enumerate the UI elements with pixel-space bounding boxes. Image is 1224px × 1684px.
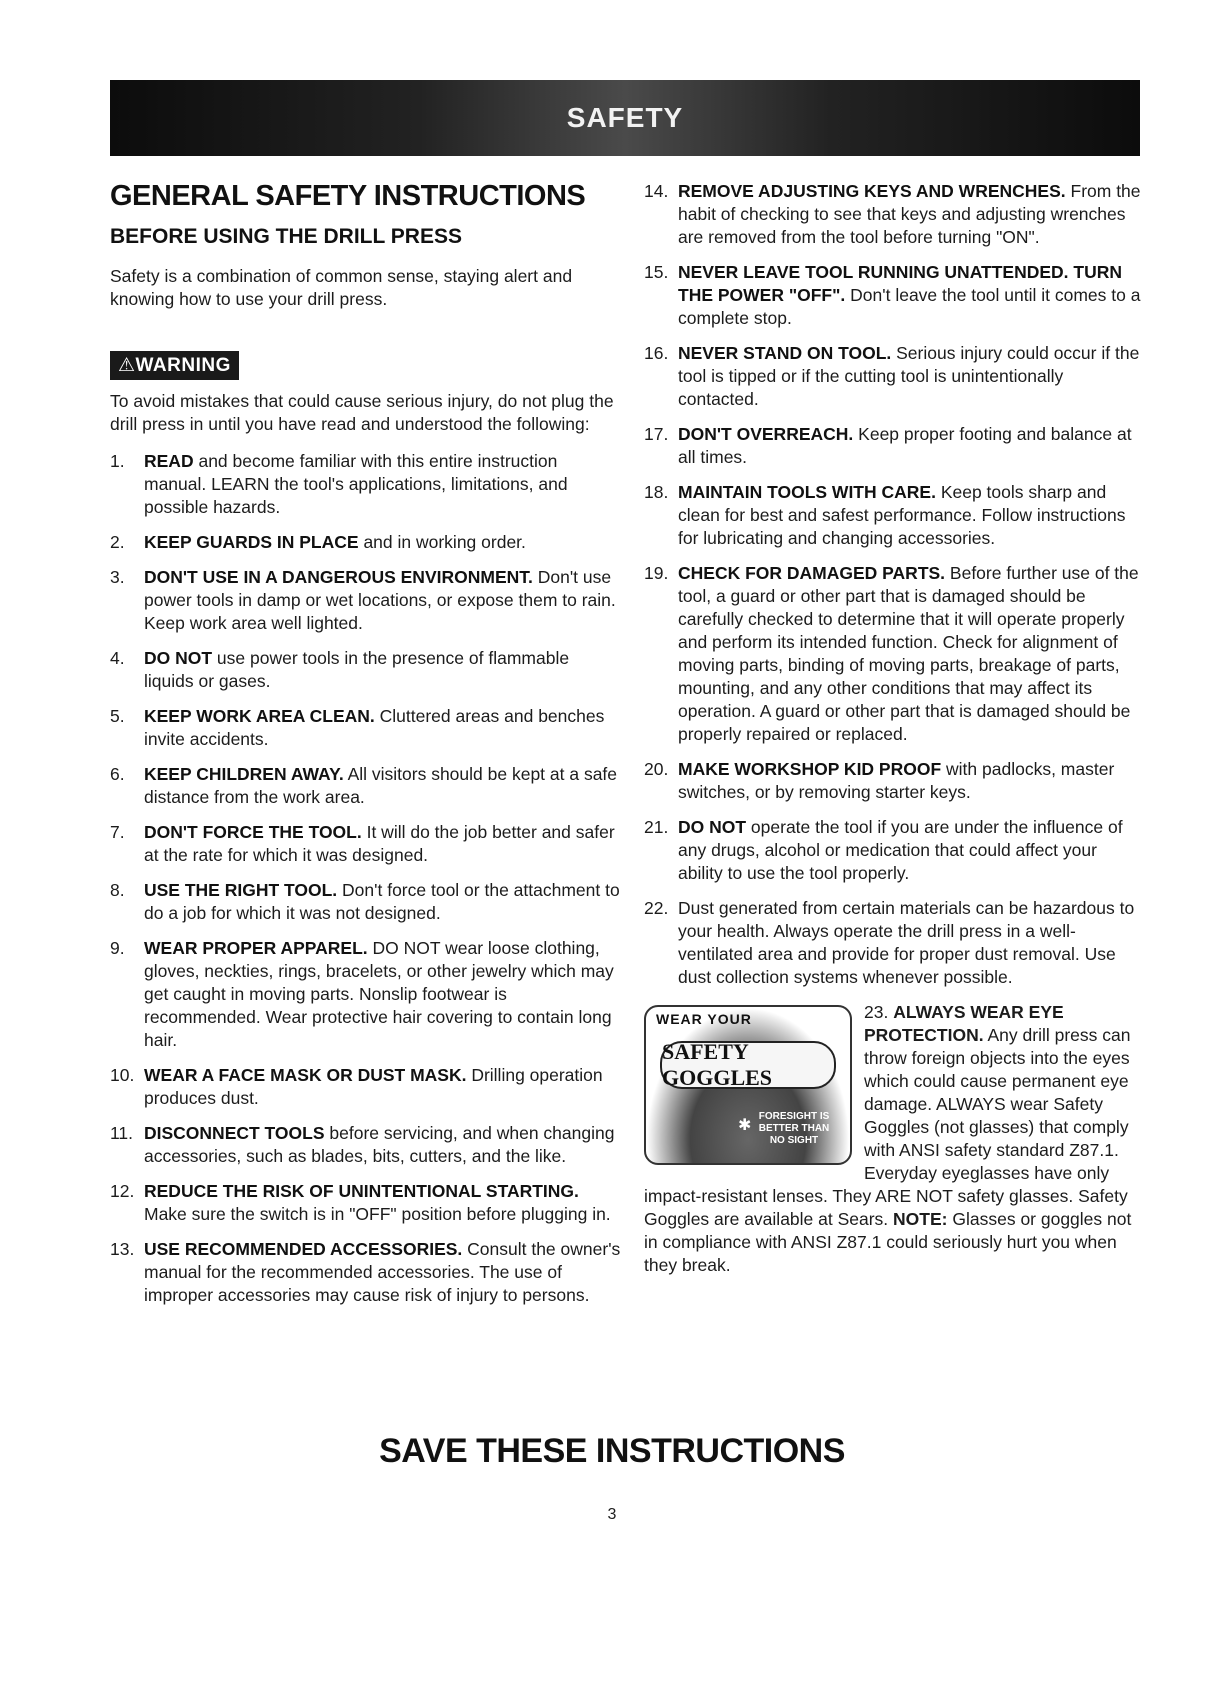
rule-title: READ xyxy=(144,451,194,471)
warning-text: To avoid mistakes that could cause serious injury, do not plug the drill press in until you have read and understood the following: xyxy=(110,391,614,434)
banner-title: SAFETY xyxy=(566,102,684,133)
rule-title: REDUCE THE RISK OF UNINTENTIONAL STARTING. xyxy=(144,1181,579,1201)
rule-number: 21. xyxy=(644,817,669,837)
rule-text: Serious injury could occur if the tool is tipped or if the cutting tool is unintentionally contacted. xyxy=(678,343,1140,409)
rule-body xyxy=(678,562,1144,746)
warning-badge: ⚠WARNING xyxy=(110,351,239,380)
rule-number: 3. xyxy=(110,567,125,587)
left-rule-list xyxy=(110,450,622,1307)
rule-title: WEAR PROPER APPAREL. xyxy=(144,938,368,958)
rule-number: 8. xyxy=(110,880,125,900)
rule-item xyxy=(644,423,1144,469)
rule-title: MAKE WORKSHOP KID PROOF xyxy=(678,759,942,779)
rule-text: Dust generated from certain materials can be hazardous to your health. Always operate the drill press in a well-ventilated area and provide for proper dust removal. Use dust collection systems whenever possible. xyxy=(678,898,1135,987)
rule-number: 18. xyxy=(644,482,669,502)
rule-title: DISCONNECT TOOLS xyxy=(144,1123,325,1143)
rule-body xyxy=(144,879,622,925)
rule-number: 17. xyxy=(644,424,669,444)
rule-body xyxy=(678,423,1144,469)
rule-title: REMOVE ADJUSTING KEYS AND WRENCHES. xyxy=(678,181,1066,201)
right-column xyxy=(644,180,1144,1277)
rule-number: 14. xyxy=(644,181,669,201)
rule-title: DO NOT xyxy=(144,648,213,668)
goggles-main-text: SAFETY GOGGLES xyxy=(660,1041,836,1089)
rule-title: CHECK FOR DAMAGED PARTS. xyxy=(678,563,946,583)
rule-number: 2. xyxy=(110,532,125,552)
rule-number: 9. xyxy=(110,938,125,958)
goggles-top-text: WEAR YOUR xyxy=(656,1011,752,1027)
rule-text: before servicing, and when changing accessories, such as blades, bits, cutters, and the like. xyxy=(144,1123,615,1166)
rule-body xyxy=(144,1064,622,1110)
rule-item xyxy=(644,261,1144,330)
rule-item xyxy=(644,481,1144,550)
rule-item xyxy=(110,1180,622,1226)
rule-text: Drilling operation produces dust. xyxy=(144,1065,603,1108)
rule-body xyxy=(144,1238,622,1307)
rule-title: KEEP GUARDS IN PLACE xyxy=(144,532,359,552)
rule-body xyxy=(144,705,622,751)
rule-item xyxy=(110,1238,622,1307)
note-text: Glasses or goggles not in compliance with ANSI Z87.1 could seriously hurt you when they break. xyxy=(644,1209,1132,1275)
rule-item xyxy=(644,816,1144,885)
rule-item xyxy=(110,937,622,1052)
safety-goggles-graphic xyxy=(644,1005,852,1165)
rule-title: USE THE RIGHT TOOL. xyxy=(144,880,338,900)
rule-item xyxy=(110,879,622,925)
item-23-body: Any drill press can throw foreign objects into the eyes which could cause permanent eye damage. ALWAYS wear Safety Goggles (not glasses) that comply with ANSI safety standard Z87.1. Everyday eyeglasses have only impact-resistant lenses. They ARE NOT safety glasses. Safety Goggles are available at Sears. xyxy=(644,1025,1131,1229)
page-number: 3 xyxy=(607,1506,617,1523)
rule-text: and in working order. xyxy=(358,532,526,552)
rule-text: with padlocks, master switches, or by removing starter keys. xyxy=(678,759,1115,802)
rule-text: use power tools in the presence of flammable liquids or gases. xyxy=(144,648,570,691)
rule-number: 12. xyxy=(110,1181,135,1201)
rule-number: 13. xyxy=(110,1239,135,1259)
rule-number: 16. xyxy=(644,343,669,363)
rule-number: 4. xyxy=(110,648,125,668)
rule-text: DO NOT wear loose clothing, gloves, neckties, rings, bracelets, or other jewelry which may get caught in moving parts. Nonslip footwear is recommended. Wear protective hair covering to contain long hair. xyxy=(144,938,614,1050)
note-label: NOTE: xyxy=(893,1209,948,1229)
page-heading: GENERAL SAFETY INSTRUCTIONS xyxy=(110,180,586,212)
rule-title: WEAR A FACE MASK OR DUST MASK. xyxy=(144,1065,467,1085)
rule-body xyxy=(144,821,622,867)
rule-text: Don't use power tools in damp or wet locations, or expose them to rain. Keep work area well lighted. xyxy=(144,567,616,633)
rule-item xyxy=(110,821,622,867)
rule-body xyxy=(144,566,622,635)
rule-text: Don't force tool or the attachment to do a job for which it was not designed. xyxy=(144,880,620,923)
rule-text: Keep tools sharp and clean for best and safest performance. Follow instructions for lubricating and changing accessories. xyxy=(678,482,1126,548)
rule-title: NEVER LEAVE TOOL RUNNING UNATTENDED. TURN THE POWER "OFF". xyxy=(678,262,1123,305)
rule-body xyxy=(144,1180,622,1226)
rule-text: Cluttered areas and benches invite accidents. xyxy=(144,706,605,749)
section-subheading: BEFORE USING THE DRILL PRESS xyxy=(110,225,462,248)
rule-title: MAINTAIN TOOLS WITH CARE. xyxy=(678,482,936,502)
rule-item xyxy=(644,562,1144,746)
rule-body xyxy=(144,763,622,809)
item-23-number: 23. xyxy=(864,1002,889,1022)
save-instructions-heading: SAVE THESE INSTRUCTIONS xyxy=(379,1432,845,1470)
goggles-slogan: FORESIGHT IS BETTER THAN NO SIGHT xyxy=(758,1111,830,1146)
rule-text: All visitors should be kept at a safe distance from the work area. xyxy=(144,764,618,807)
item-23 xyxy=(644,1001,1144,1277)
rule-text: Consult the owner's manual for the recommended accessories. The use of improper accessories may cause risk of injury to persons. xyxy=(144,1239,621,1305)
rule-item xyxy=(644,758,1144,804)
rule-number: 22. xyxy=(644,898,669,918)
rule-body xyxy=(678,816,1144,885)
rule-title: NEVER STAND ON TOOL. xyxy=(678,343,892,363)
rule-item xyxy=(110,647,622,693)
rule-body xyxy=(144,937,622,1052)
item-23-title: ALWAYS WEAR EYE PROTECTION. xyxy=(864,1002,1064,1045)
rule-item xyxy=(110,566,622,635)
rule-number: 7. xyxy=(110,822,125,842)
rule-item xyxy=(110,1064,622,1110)
rule-number: 5. xyxy=(110,706,125,726)
rule-number: 6. xyxy=(110,764,125,784)
rule-item xyxy=(644,180,1144,249)
rule-body xyxy=(678,897,1144,989)
rule-body xyxy=(678,481,1144,550)
rule-body xyxy=(678,261,1144,330)
rule-text: Don't leave the tool until it comes to a complete stop. xyxy=(678,285,1141,328)
rule-body xyxy=(144,647,622,693)
rule-title: DON'T FORCE THE TOOL. xyxy=(144,822,362,842)
rule-item xyxy=(110,450,622,519)
rule-item xyxy=(110,763,622,809)
rule-text: Keep proper footing and balance at all times. xyxy=(678,424,1132,467)
left-column xyxy=(110,180,622,1319)
rule-number: 19. xyxy=(644,563,669,583)
rule-title: USE RECOMMENDED ACCESSORIES. xyxy=(144,1239,463,1259)
rule-item xyxy=(110,705,622,751)
rule-body xyxy=(678,342,1144,411)
right-rule-list xyxy=(644,180,1144,989)
rule-title: DON'T USE IN A DANGEROUS ENVIRONMENT. xyxy=(144,567,533,587)
rule-body xyxy=(144,450,622,519)
rule-title: DO NOT xyxy=(678,817,747,837)
rule-body xyxy=(678,758,1144,804)
rule-text: and become familiar with this entire instruction manual. LEARN the tool's applications, limitations, and possible hazards. xyxy=(144,451,568,517)
rule-number: 10. xyxy=(110,1065,135,1085)
rule-text: From the habit of checking to see that keys and adjusting wrenches are removed from the tool before turning "ON". xyxy=(678,181,1141,247)
rule-body xyxy=(144,1122,622,1168)
intro-paragraph: Safety is a combination of common sense, staying alert and knowing how to use your drill press. xyxy=(110,266,573,309)
rule-item xyxy=(644,342,1144,411)
rule-body xyxy=(678,180,1144,249)
rule-text: Before further use of the tool, a guard or other part that is damaged should be carefully checked to determine that it will operate properly and perform its intended function. Check for alignment of moving parts, binding of moving parts, breakage of parts, mounting, and any other conditions that may affect its operation. A guard or other part that is damaged should be properly repaired or replaced. xyxy=(678,563,1139,744)
rule-body xyxy=(144,531,622,554)
rule-number: 1. xyxy=(110,451,125,471)
rule-text: Make sure the switch is in "OFF" position before plugging in. xyxy=(144,1204,611,1224)
rule-item xyxy=(110,1122,622,1168)
rule-item xyxy=(644,897,1144,989)
star-icon: ✱ xyxy=(738,1117,752,1134)
rule-title: KEEP WORK AREA CLEAN. xyxy=(144,706,375,726)
rule-title: KEEP CHILDREN AWAY. xyxy=(144,764,344,784)
rule-item xyxy=(110,531,622,554)
rule-text: operate the tool if you are under the influence of any drugs, alcohol or medication that could affect your ability to use the tool properly. xyxy=(678,817,1123,883)
rule-number: 20. xyxy=(644,759,669,779)
rule-text: It will do the job better and safer at the rate for which it was designed. xyxy=(144,822,615,865)
rule-number: 11. xyxy=(110,1123,134,1143)
rule-title: DON'T OVERREACH. xyxy=(678,424,854,444)
rule-number: 15. xyxy=(644,262,669,282)
safety-banner xyxy=(110,80,1140,156)
